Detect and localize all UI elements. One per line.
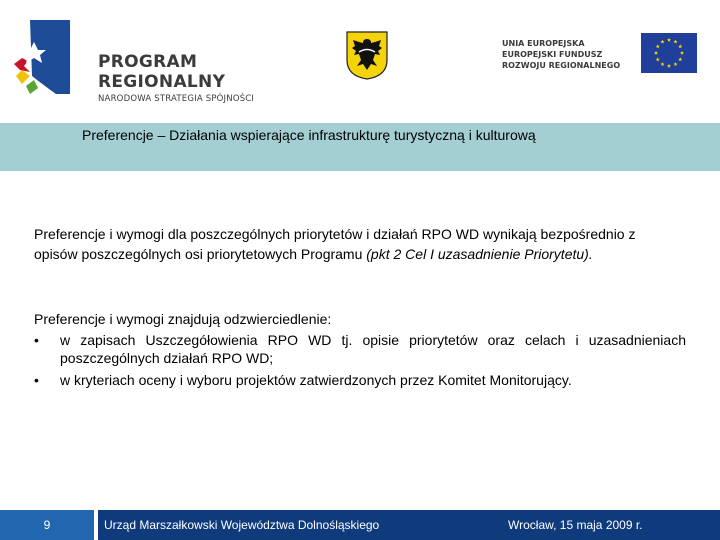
list-item-text: w zapisach Uszczegółowienia RPO WD tj. opisie priorytetów oraz celach i uzasadnieniach poszczególnych działań RPO WD; (60, 332, 686, 366)
program-logo-graphic-icon (12, 14, 82, 104)
list-item-text: w kryteriach oceny i wyboru projektów zatwierdzonych przez Komitet Monitorujący. (60, 372, 572, 388)
list-item (34, 371, 686, 389)
header (0, 0, 720, 118)
program-regionalny-logo (12, 14, 272, 104)
program-title-line2: REGIONALNY (98, 72, 226, 92)
bullet-icon: • (34, 332, 39, 348)
intro-paragraph (34, 224, 674, 264)
footer-date: Wrocław, 15 maja 2009 r. (508, 518, 643, 532)
list-item (34, 331, 686, 367)
intro-paragraph-text: Preferencje i wymogi dla poszczególnych priorytetów i działań RPO WD wynikają bezpośrednio z opisów poszczególnych osi priorytetowych Programu (34, 226, 636, 262)
eagle-crest-icon (345, 30, 389, 80)
bullet-icon: • (34, 372, 39, 388)
footer (0, 510, 720, 540)
program-title-line1: PROGRAM (98, 52, 198, 72)
page-number: 9 (0, 510, 94, 540)
eu-fund-text (502, 38, 620, 71)
footer-bar (98, 510, 720, 540)
bullet-list (34, 331, 686, 389)
program-subtitle: NARODOWA STRATEGIA SPÓJNOŚCI (98, 94, 255, 104)
eu-line2: EUROPEJSKI FUNDUSZ (502, 50, 603, 59)
reflection-heading: Preferencje i wymogi znajdują odzwierciedlenie: (34, 311, 332, 327)
eu-line3: ROZWOJU REGIONALNEGO (502, 61, 621, 70)
eu-line1: UNIA EUROPEJSKA (502, 39, 585, 48)
intro-paragraph-italic: (pkt 2 Cel I uzasadnienie Priorytetu). (366, 246, 593, 262)
footer-office: Urząd Marszałkowski Województwa Dolnośląskiego (104, 518, 380, 532)
eu-flag-icon (641, 33, 697, 73)
slide-title: Preferencje – Działania wspierające infrastrukturę turystyczną i kulturową (82, 127, 536, 143)
